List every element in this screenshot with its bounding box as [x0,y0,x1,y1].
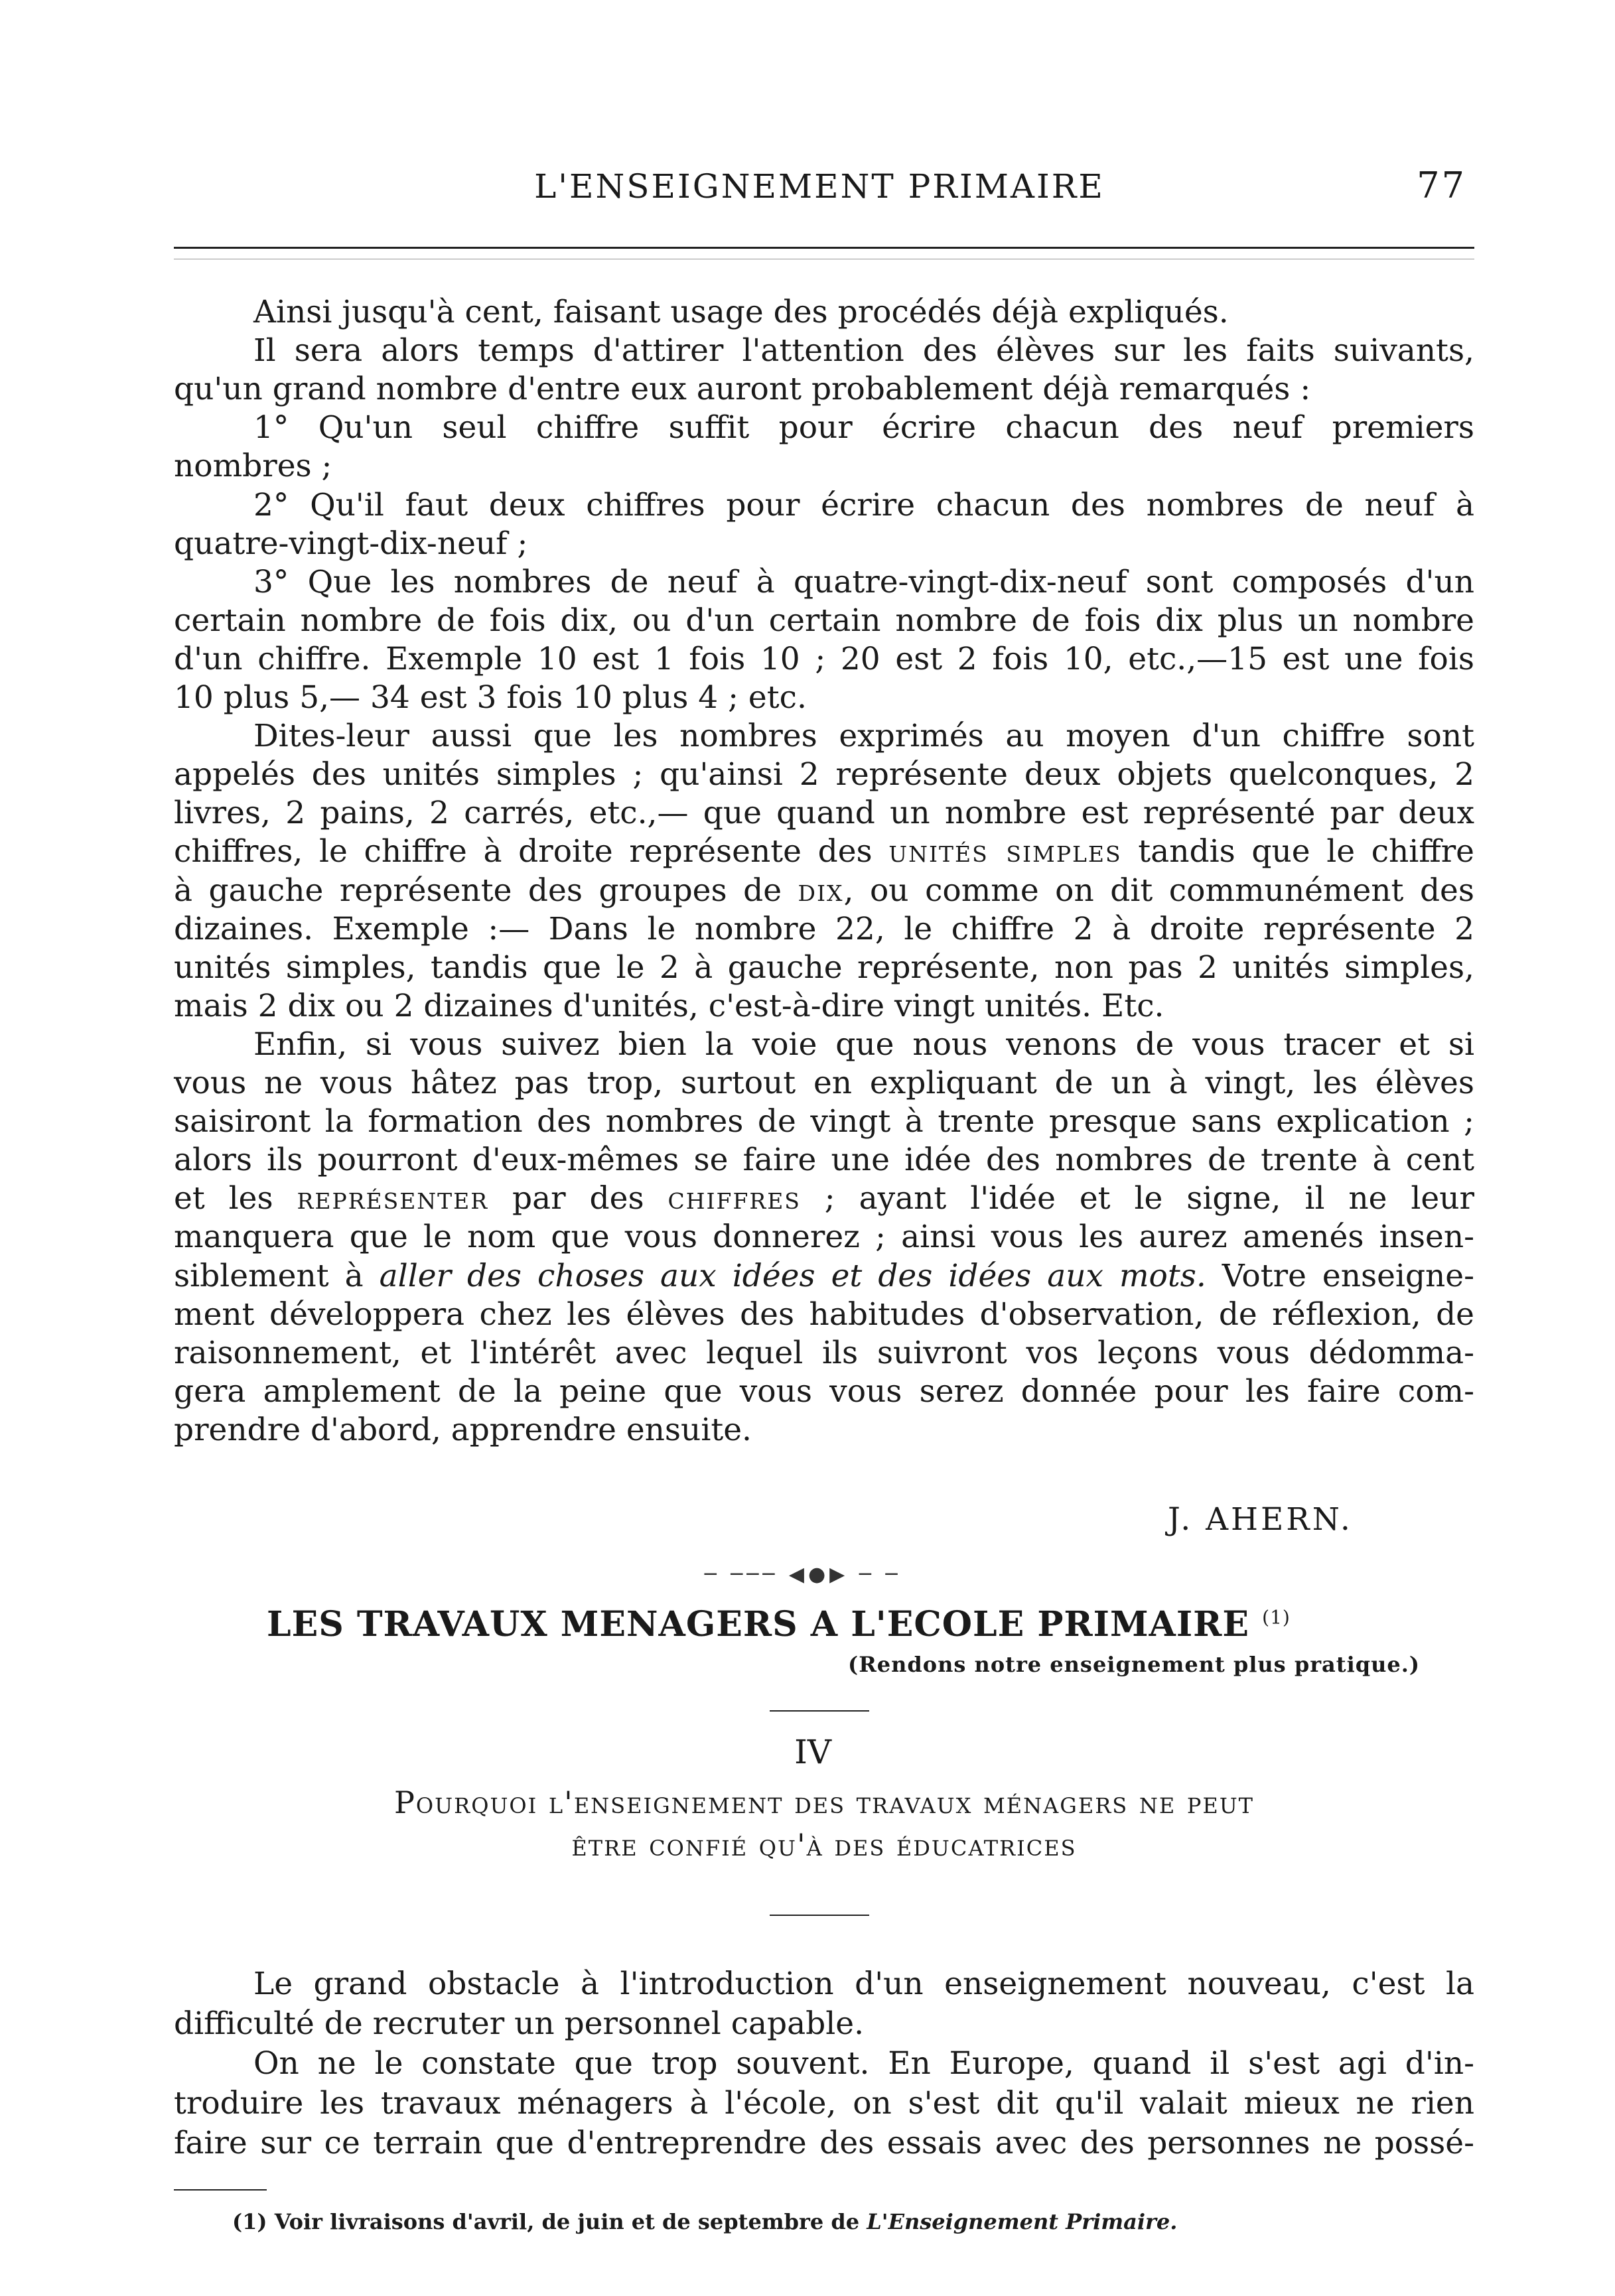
line-part: , ou comme on dit communément des [843,872,1474,909]
footnote-marker-bottom: (1) [232,2209,267,2234]
text-line: 1° Qu'un seul chiffre suffit pour écrire chacun des neuf premiers [253,409,1474,446]
text-line: mais 2 dix ou 2 dizaines d'unités, c'est-à-dire vingt unités. Etc. [174,987,1164,1024]
text-line: Il sera alors temps d'attirer l'attention des élèves sur les faits suivants, [253,332,1474,370]
small-caps-term: chiffres [667,1180,801,1217]
text-line: nombres ; [174,448,332,485]
footnote-rule [174,2189,267,2191]
text-line [174,1178,1474,1219]
text-line: qu'un grand nombre d'entre eux auront probablement déjà remarqués : [174,371,1311,408]
text-line: ment développera chez les élèves des habitudes d'observation, de réflexion, de [174,1296,1474,1333]
text-line: On ne le constate que trop souvent. En Europe, quand il s'est agi d'in- [253,2045,1474,2082]
footnote-italic: L'Enseignement Primaire. [867,2209,1178,2234]
article-title-text: LES TRAVAUX MENAGERS A L'ECOLE PRIMAIRE [267,1604,1250,1645]
text-line: certain nombre de fois dix, ou d'un certain nombre de fois dix plus un nombre [174,602,1474,639]
ornament-divider: ─ ─── ◀●▶ ─ ─ [704,1563,902,1586]
text-line: d'un chiffre. Exemple 10 est 1 fois 10 ; 20 est 2 fois 10, etc.,—15 est une fois [174,640,1474,677]
text-line: 3° Que les nombres de neuf à quatre-vingt-dix-neuf sont composés d'un [253,563,1474,600]
text-line: difficulté de recruter un personnel capable. [174,2005,865,2042]
section-title-line1: Pourquoi l'enseignement des travaux ménagers ne peut [393,1785,1255,1820]
text-line: prendre d'abord, apprendre ensuite. [174,1411,752,1448]
line-part: chiffres, le chiffre à droite représente des [174,833,889,870]
text-line: unités simples, tandis que le 2 à gauche représente, non pas 2 unités simples, [174,949,1474,986]
line-part: à gauche représente des groupes de [174,872,798,909]
text-line: alors ils pourront d'eux-mêmes se faire une idée des nombres de trente à cent [174,1142,1474,1179]
article-subtitle: (Rendons notre enseignement plus pratique.) [848,1652,1420,1677]
text-line: faire sur ce terrain que d'entreprendre des essais avec des personnes ne possé- [174,2125,1474,2161]
text-line [174,1256,1474,1297]
small-caps-term: dix [798,872,844,909]
text-line: 2° Qu'il faut deux chiffres pour écrire chacun des nombres de neuf à [253,486,1474,523]
text-line [174,870,1474,912]
article-title [267,1604,1461,1645]
section-title-line2: être confié qu'à des éducatrices [571,1827,1077,1863]
footnote-marker: (1) [1262,1606,1291,1629]
text-line: raisonnement, et l'intérêt avec lequel ils suivront vos leçons vous dédomma- [174,1334,1474,1371]
text-line: appelés des unités simples ; qu'ainsi 2 représente deux objets quelconques, 2 [174,756,1474,793]
page-number: 77 [1417,165,1466,206]
text-line: quatre-vingt-dix-neuf ; [174,525,528,562]
text-line: vous ne vous hâtez pas trop, surtout en expliquant de un à vingt, les élèves [174,1065,1474,1101]
line-part: et les [174,1180,297,1217]
text-line: Le grand obstacle à l'introduction d'un enseignement nouveau, c'est la [253,1966,1474,2002]
text-line: Dites-leur aussi que les nombres exprimés au moyen d'un chiffre sont [253,718,1474,755]
text-line: Enfin, si vous suivez bien la voie que nous venons de vous tracer et si [253,1026,1474,1063]
small-caps-term: représenter [297,1180,489,1217]
footnote-text: Voir livraisons d'avril, de juin et de septembre de [274,2209,867,2234]
header-rule [174,247,1474,249]
line-part: tandis que le chiffre [1121,833,1475,870]
text-line: dizaines. Exemple :— Dans le nombre 22, le chiffre 2 à droite représente 2 [174,910,1474,947]
footnote [232,2209,1466,2234]
running-title: L'ENSEIGNEMENT PRIMAIRE [534,167,1105,206]
text-line: Ainsi jusqu'à cent, faisant usage des procédés déjà expliqués. [253,294,1229,330]
text-line: livres, 2 pains, 2 carrés, etc.,— que quand un nombre est représenté par deux [174,795,1474,832]
small-caps-term: unités simples [888,833,1122,870]
signature: J. AHERN. [1168,1501,1353,1538]
line-part: par des [488,1180,668,1217]
line-part: ; ayant l'idée et le signe, il ne leur [800,1180,1474,1217]
text-line: gera amplement de la peine que vous vous serez donnée pour les faire com- [174,1373,1474,1410]
text-line: troduire les travaux ménagers à l'école, on s'est dit qu'il valait mieux ne rien [174,2085,1474,2122]
short-rule-2 [770,1915,869,1916]
text-line: saisiront la formation des nombres de vingt à trente presque sans explication ; [174,1103,1474,1140]
text-line: 10 plus 5,— 34 est 3 fois 10 plus 4 ; etc. [174,679,807,716]
italic-phrase: aller des choses aux idées et des idées aux mots. [379,1257,1206,1294]
section-number: IV [794,1733,831,1771]
text-line: manquera que le nom que vous donnerez ; ainsi vous les aurez amenés insen- [174,1219,1474,1256]
text-line [174,831,1474,872]
short-rule [770,1710,869,1712]
line-part: siblement à [174,1257,380,1294]
line-part: Votre enseigne- [1206,1257,1475,1294]
